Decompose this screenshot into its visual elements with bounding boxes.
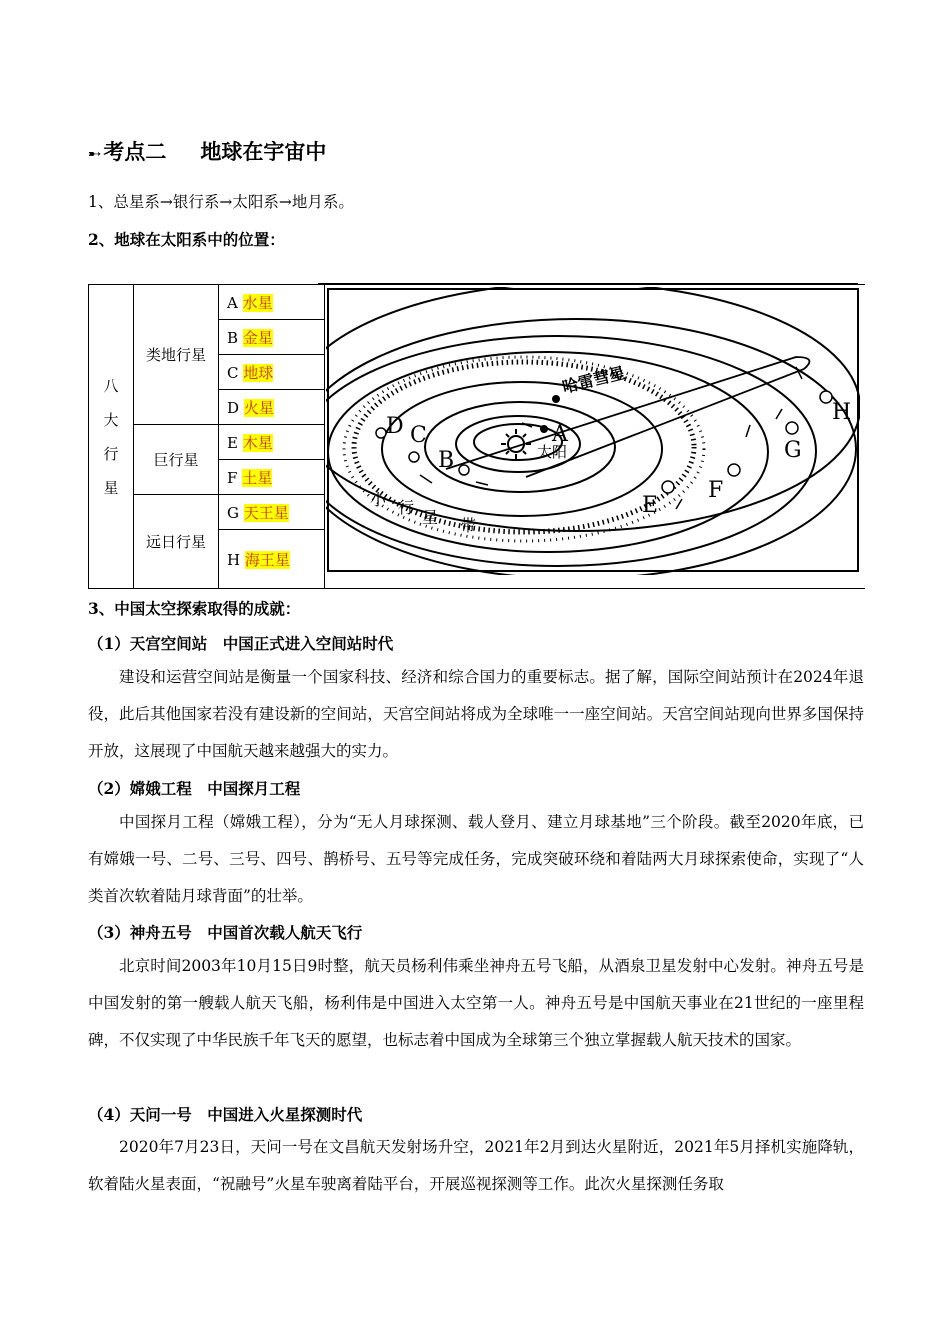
planet-d-dot <box>376 428 386 438</box>
item-4-heading: （4）天问一号 中国进入火星探测时代 <box>88 1105 363 1124</box>
section-3-heading: 3、中国太空探索取得的成就： <box>88 599 301 618</box>
title-label: 考点二 <box>103 140 167 164</box>
label-h: H <box>832 400 852 425</box>
item-3-heading: （3）神舟五号 中国首次载人航天飞行 <box>88 923 363 942</box>
belt-label-2: 行 <box>398 498 415 517</box>
item-3-text: 北京时间2003年10月15日9时整，航天员杨利伟乘坐神舟五号飞船，从酒泉卫星发射中心发射。神舟五号是中国发射的第一艘载人航天飞船，杨利伟是中国进入太空第一人。神舟五号是中国航天事业在21世纪的一座里程碑，不仅实现了中华民族千年飞天的愿望，也标志着中国成为全球第三个独立掌握载人航天技术的国家。 <box>88 957 864 1049</box>
planet-row: B 金星 <box>219 320 325 355</box>
planet-g-dot <box>786 422 798 434</box>
comet-label: 哈雷彗星 <box>560 362 628 397</box>
label-d: D <box>386 414 404 439</box>
label-e: E <box>642 493 659 518</box>
planet-b-dot <box>459 465 469 475</box>
planet-row: E 木星 <box>219 425 325 460</box>
belt-label-3: 星 <box>422 508 439 527</box>
eight-planets-cell: 八 大 行 星 <box>89 285 134 589</box>
comet-dot <box>553 396 560 403</box>
item-4-text: 2020年7月23日，天问一号在文昌航天发射场升空，2021年2月到达火星附近，2021年5月择机实施降轨，软着陆火星表面，“祝融号”火星车驶离着陆平台，开展巡视探测等工作。此次火星探测任务取 <box>88 1138 864 1193</box>
belt-label-4: 带 <box>460 516 477 535</box>
planet-a-dot <box>541 426 548 433</box>
label-f: F <box>708 478 724 503</box>
item-2-heading: （2）嫦娥工程 中国探月工程 <box>88 779 301 798</box>
item-2-text: 中国探月工程（嫦娥工程），分为“无人月球探测、载人登月、建立月球基地”三个阶段。截至2020年底，已有嫦娥一号、二号、三号、四号、鹊桥号、五号等完成任务，完成突破环绕和着陆两大月球探索使命，实现了“人类首次软着陆月球背面”的壮举。 <box>88 813 864 905</box>
planet-row: H 海王星 <box>219 530 325 589</box>
arrow-icon: ➸ <box>88 144 102 163</box>
planet-row: D 火星 <box>219 390 325 425</box>
solar-system-diagram <box>326 287 860 575</box>
position-heading: 2、地球在太阳系中的位置： <box>88 230 285 249</box>
label-c: C <box>410 423 427 448</box>
planet-row: G 天王星 <box>219 495 325 530</box>
sun-label: 太阳 <box>537 443 568 461</box>
terrestrial-type: 类地行星 <box>134 285 219 425</box>
planet-e-dot <box>662 481 674 493</box>
title-topic: 地球在宇宙中 <box>200 140 327 164</box>
planet-row: F 土星 <box>219 460 325 495</box>
hierarchy-line: 1、总星系→银行系→太阳系→地月系。 <box>88 193 354 211</box>
item-1-text: 建设和运营空间站是衡量一个国家科技、经济和综合国力的重要标志。据了解，国际空间站预计在2024年退役，此后其他国家若没有建设新的空间站，天宫空间站将成为全球唯一一座空间站。天宫空间站现向世界多国保持开放，这展现了中国航天越来越强大的实力。 <box>88 668 864 760</box>
belt-label-1: 小 <box>370 490 387 509</box>
planet-row: A 水星 <box>219 285 325 320</box>
planet-h-dot <box>820 391 832 403</box>
label-a: A <box>552 422 568 447</box>
planet-c-dot <box>409 452 419 462</box>
planet-row: C 地球 <box>219 355 325 390</box>
item-1-heading: （1）天宫空间站 中国正式进入空间站时代 <box>88 634 394 653</box>
label-b: B <box>438 448 455 473</box>
giant-type: 巨行星 <box>134 425 219 495</box>
label-g: G <box>784 438 802 463</box>
far-sun-type: 远日行星 <box>134 495 219 589</box>
planet-f-dot <box>728 464 740 476</box>
section-title <box>88 136 326 166</box>
